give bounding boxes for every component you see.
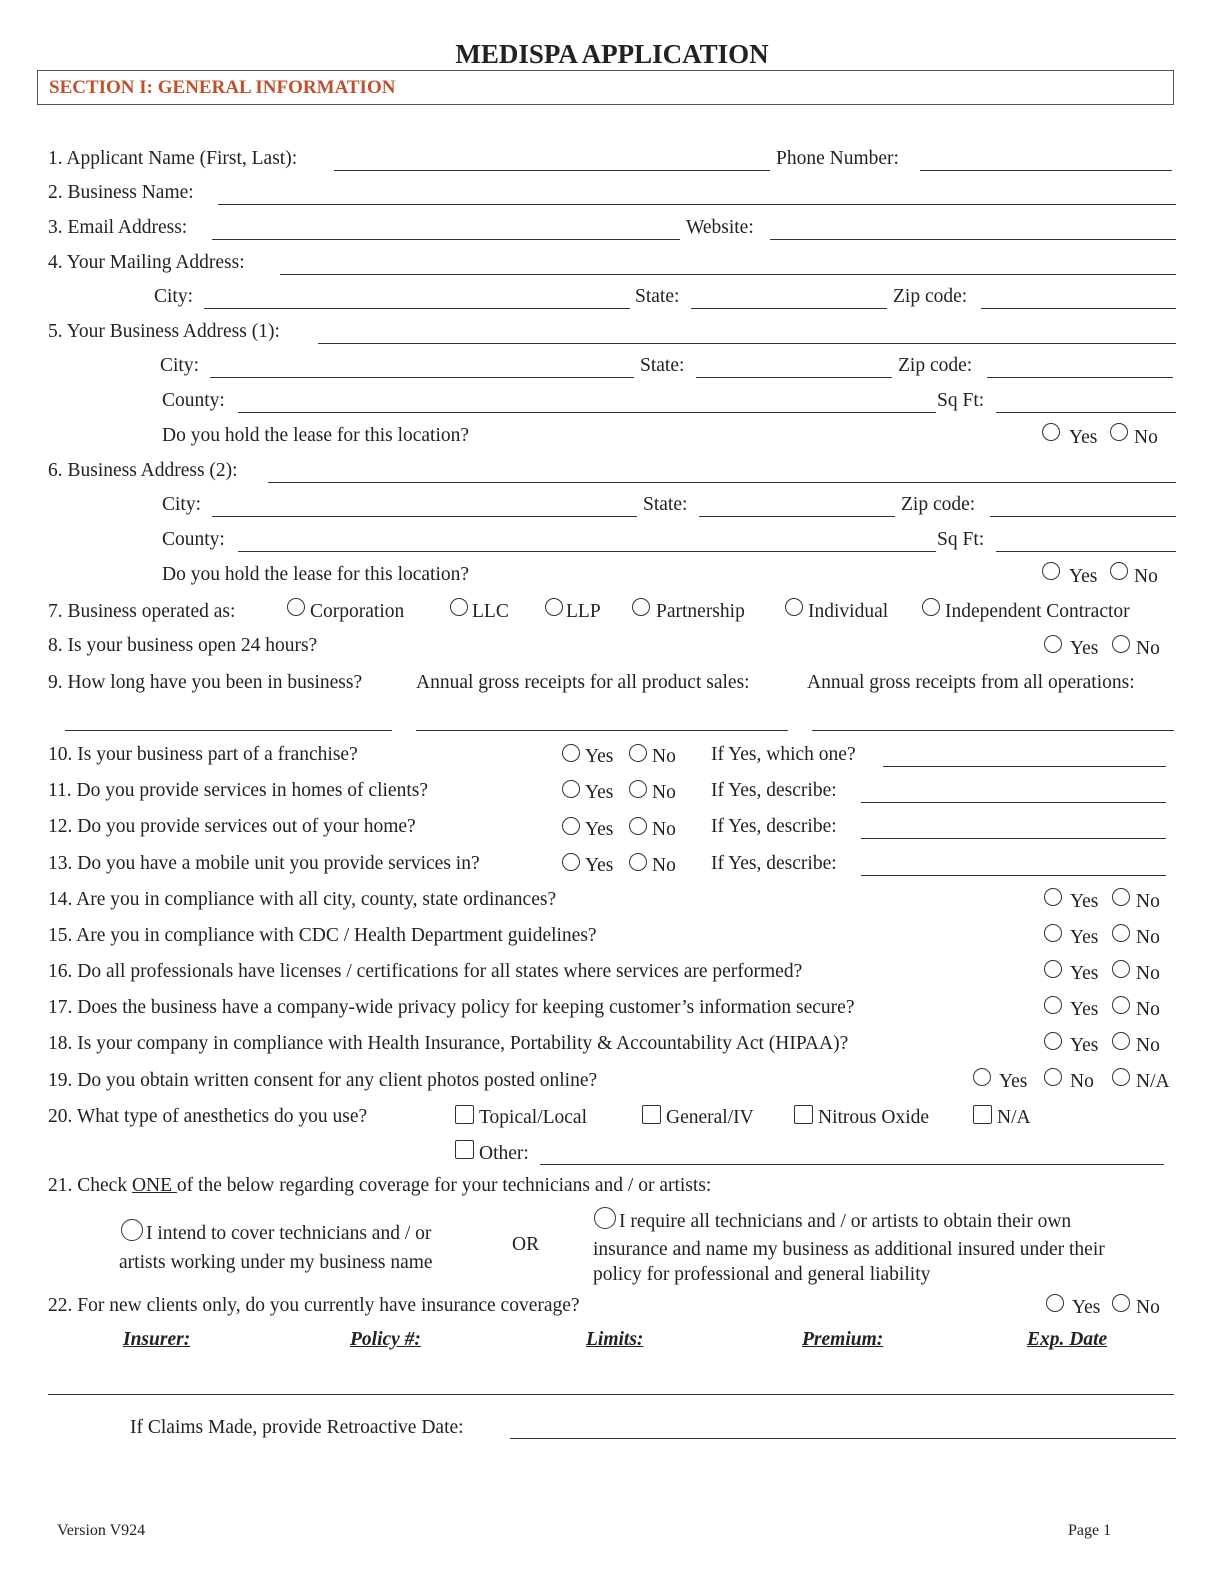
- other-checkbox[interactable]: [455, 1140, 474, 1159]
- q21-label-one: ONE: [131, 1175, 177, 1196]
- phone-label: Phone Number:: [776, 148, 899, 169]
- q4-zip-field[interactable]: [981, 308, 1176, 309]
- q5-no-radio[interactable]: [1110, 423, 1128, 441]
- business-name-field[interactable]: [218, 204, 1176, 205]
- years-in-business-field[interactable]: [65, 730, 392, 731]
- q21-or: OR: [512, 1234, 540, 1255]
- q19-label: 19. Do you obtain written consent for any client photos posted online?: [48, 1070, 598, 1091]
- q8-no-label: No: [1136, 638, 1160, 659]
- q13-follow-label: If Yes, describe:: [711, 853, 837, 874]
- q21-opt1-line1: I intend to cover technicians and / or: [146, 1223, 432, 1244]
- q21-opt2-line2: insurance and name my business as additional insured under their: [593, 1239, 1105, 1260]
- other-label: Other:: [479, 1143, 529, 1164]
- na-checkbox[interactable]: [973, 1105, 992, 1124]
- q15-no-label: No: [1136, 927, 1160, 948]
- q5-county-label: County:: [162, 390, 225, 411]
- llc-label: LLC: [472, 601, 509, 622]
- require-insurance-radio[interactable]: [594, 1207, 616, 1229]
- q15-no-radio[interactable]: [1112, 924, 1130, 942]
- q12-yes-radio[interactable]: [562, 817, 580, 835]
- q14-no-radio[interactable]: [1112, 888, 1130, 906]
- corporation-radio[interactable]: [287, 598, 305, 616]
- q5-city-field[interactable]: [210, 377, 634, 378]
- q22-yes-radio[interactable]: [1046, 1294, 1064, 1312]
- q4-state-field[interactable]: [691, 308, 887, 309]
- q1-label: 1. Applicant Name (First, Last):: [48, 148, 298, 169]
- q19-na-radio[interactable]: [1112, 1068, 1130, 1086]
- q6-yes-radio[interactable]: [1042, 562, 1060, 580]
- q19-no-radio[interactable]: [1044, 1068, 1062, 1086]
- q10-yes-label: Yes: [585, 746, 614, 767]
- nitrous-label: Nitrous Oxide: [818, 1107, 930, 1128]
- page-number: Page 1: [1068, 1522, 1112, 1539]
- other-field[interactable]: [540, 1164, 1164, 1165]
- q17-no-radio[interactable]: [1112, 996, 1130, 1014]
- individual-radio[interactable]: [785, 598, 803, 616]
- q8-label: 8. Is your business open 24 hours?: [48, 635, 318, 656]
- q11-yes-radio[interactable]: [562, 780, 580, 798]
- q19-no-label: No: [1070, 1071, 1094, 1092]
- q16-no-radio[interactable]: [1112, 960, 1130, 978]
- q10-no-radio[interactable]: [629, 744, 647, 762]
- q6-sqft-field[interactable]: [996, 551, 1176, 552]
- q21-label: [48, 1175, 711, 1197]
- form-title: MEDISPA APPLICATION: [455, 39, 769, 69]
- applicant-name-field[interactable]: [334, 170, 770, 171]
- q6-no-radio[interactable]: [1110, 562, 1128, 580]
- q6-city-label: City:: [162, 494, 202, 515]
- cover-technicians-radio[interactable]: [121, 1219, 143, 1241]
- q15-label: 15. Are you in compliance with CDC / Health Department guidelines?: [48, 925, 597, 946]
- homes-describe-field[interactable]: [861, 802, 1166, 803]
- q22-yes-label: Yes: [1072, 1297, 1101, 1318]
- llp-radio[interactable]: [545, 598, 563, 616]
- partnership-radio[interactable]: [632, 598, 650, 616]
- q16-label: 16. Do all professionals have licenses / certifications for all states where services are performed?: [48, 961, 803, 982]
- independent-contractor-label: Independent Contractor: [945, 601, 1130, 622]
- q5-county-field[interactable]: [238, 412, 936, 413]
- q6-city-field[interactable]: [212, 516, 637, 517]
- policy-header: Policy #:: [350, 1329, 421, 1350]
- q22-no-radio[interactable]: [1112, 1294, 1130, 1312]
- q4-label: 4. Your Mailing Address:: [48, 252, 245, 273]
- topical-checkbox[interactable]: [455, 1105, 474, 1124]
- corporation-label: Corporation: [310, 601, 405, 622]
- q5-yes-radio[interactable]: [1042, 423, 1060, 441]
- individual-label: Individual: [808, 601, 889, 622]
- q4-zip-label: Zip code:: [893, 286, 968, 307]
- product-sales-field[interactable]: [416, 730, 788, 731]
- q10-yes-radio[interactable]: [562, 744, 580, 762]
- q6-zip-field[interactable]: [990, 516, 1176, 517]
- q8-yes-radio[interactable]: [1044, 635, 1062, 653]
- q5-label: 5. Your Business Address (1):: [48, 321, 280, 342]
- q5-city-label: City:: [160, 355, 200, 376]
- q4-city-label: City:: [154, 286, 194, 307]
- q18-no-label: No: [1136, 1035, 1160, 1056]
- q14-yes-radio[interactable]: [1044, 888, 1062, 906]
- q17-label: 17. Does the business have a company-wide privacy policy for keeping customer’s information secure?: [48, 997, 855, 1018]
- q9-ops-label: Annual gross receipts from all operations:: [807, 672, 1135, 693]
- q12-follow-label: If Yes, describe:: [711, 816, 837, 837]
- q5-no-label: No: [1134, 427, 1158, 448]
- q17-yes-label: Yes: [1070, 999, 1099, 1020]
- q22-label: 22. For new clients only, do you currently have insurance coverage?: [48, 1295, 580, 1316]
- phone-field[interactable]: [920, 170, 1172, 171]
- q14-no-label: No: [1136, 891, 1160, 912]
- q14-yes-label: Yes: [1070, 891, 1099, 912]
- insurer-header: Insurer:: [123, 1329, 191, 1350]
- q15-yes-label: Yes: [1070, 927, 1099, 948]
- q11-no-label: No: [652, 782, 676, 803]
- llc-radio[interactable]: [450, 598, 468, 616]
- exp-date-header: Exp. Date: [1027, 1329, 1108, 1350]
- q16-yes-radio[interactable]: [1044, 960, 1062, 978]
- home-describe-field[interactable]: [861, 838, 1166, 839]
- q6-state-label: State:: [643, 494, 688, 515]
- q6-yes-label: Yes: [1069, 566, 1098, 587]
- q12-no-radio[interactable]: [629, 817, 647, 835]
- q18-yes-radio[interactable]: [1044, 1032, 1062, 1050]
- email-field[interactable]: [212, 239, 680, 240]
- section-header: [37, 70, 1174, 105]
- q13-no-radio[interactable]: [629, 853, 647, 871]
- q9-label: 9. How long have you been in business?: [48, 672, 363, 693]
- q10-no-label: No: [652, 746, 676, 767]
- q22-no-label: No: [1136, 1297, 1160, 1318]
- q8-yes-label: Yes: [1070, 638, 1099, 659]
- q6-sqft-label: Sq Ft:: [937, 529, 985, 550]
- partnership-label: Partnership: [656, 601, 745, 622]
- nitrous-checkbox[interactable]: [794, 1105, 813, 1124]
- q5-sqft-field[interactable]: [996, 412, 1176, 413]
- q6-label: 6. Business Address (2):: [48, 460, 238, 481]
- q10-label: 10. Is your business part of a franchise?: [48, 744, 358, 765]
- q4-city-field[interactable]: [204, 308, 630, 309]
- retroactive-date-field[interactable]: [510, 1438, 1176, 1439]
- q16-no-label: No: [1136, 963, 1160, 984]
- insurance-row-line[interactable]: [48, 1394, 1174, 1395]
- q10-follow-label: If Yes, which one?: [711, 744, 856, 765]
- q19-na-label: N/A: [1136, 1071, 1170, 1092]
- business-address-1-field[interactable]: [318, 343, 1176, 344]
- general-iv-label: General/IV: [666, 1107, 754, 1128]
- q6-lease-label: Do you hold the lease for this location?: [162, 564, 470, 585]
- q21-opt2-line1: I require all technicians and / or artists to obtain their own: [619, 1211, 1072, 1232]
- topical-label: Topical/Local: [479, 1107, 588, 1128]
- q3-label: 3. Email Address:: [48, 217, 188, 238]
- q2-label: 2. Business Name:: [48, 182, 194, 203]
- limits-header: Limits:: [586, 1329, 644, 1350]
- q11-no-radio[interactable]: [629, 780, 647, 798]
- q19-yes-label: Yes: [999, 1071, 1028, 1092]
- q14-label: 14. Are you in compliance with all city, county, state ordinances?: [48, 889, 557, 910]
- website-field[interactable]: [770, 239, 1176, 240]
- independent-contractor-radio[interactable]: [922, 598, 940, 616]
- q5-sqft-label: Sq Ft:: [937, 390, 985, 411]
- q12-label: 12. Do you provide services out of your home?: [48, 816, 416, 837]
- q9-sales-label: Annual gross receipts for all product sales:: [416, 672, 750, 693]
- q16-yes-label: Yes: [1070, 963, 1099, 984]
- q6-county-field[interactable]: [238, 551, 936, 552]
- q5-yes-label: Yes: [1069, 427, 1098, 448]
- q5-zip-field[interactable]: [987, 377, 1173, 378]
- q4-state-label: State:: [635, 286, 680, 307]
- q5-state-label: State:: [640, 355, 685, 376]
- q13-yes-label: Yes: [585, 855, 614, 876]
- q13-label: 13. Do you have a mobile unit you provide services in?: [48, 853, 480, 874]
- q18-yes-label: Yes: [1070, 1035, 1099, 1056]
- q5-lease-label: Do you hold the lease for this location?: [162, 425, 470, 446]
- q6-no-label: No: [1134, 566, 1158, 587]
- q18-label: 18. Is your company in compliance with Health Insurance, Portability & Accountability Act (HIPAA)?: [48, 1033, 849, 1054]
- q8-no-radio[interactable]: [1112, 635, 1130, 653]
- q6-zip-label: Zip code:: [901, 494, 976, 515]
- q6-state-field[interactable]: [699, 516, 895, 517]
- mailing-address-field[interactable]: [280, 274, 1176, 275]
- business-address-2-field[interactable]: [268, 482, 1176, 483]
- premium-header: Premium:: [802, 1329, 884, 1350]
- section-title: SECTION I: GENERAL INFORMATION: [49, 77, 396, 98]
- q15-yes-radio[interactable]: [1044, 924, 1062, 942]
- version-label: Version V924: [57, 1522, 146, 1539]
- q13-no-label: No: [652, 855, 676, 876]
- q17-yes-radio[interactable]: [1044, 996, 1062, 1014]
- q17-no-label: No: [1136, 999, 1160, 1020]
- general-iv-checkbox[interactable]: [642, 1105, 661, 1124]
- q12-yes-label: Yes: [585, 819, 614, 840]
- operations-receipts-field[interactable]: [812, 730, 1174, 731]
- mobile-describe-field[interactable]: [861, 875, 1166, 876]
- q11-label: 11. Do you provide services in homes of clients?: [48, 780, 428, 801]
- franchise-field[interactable]: [883, 766, 1166, 767]
- q18-no-radio[interactable]: [1112, 1032, 1130, 1050]
- q11-follow-label: If Yes, describe:: [711, 780, 837, 801]
- q11-yes-label: Yes: [585, 782, 614, 803]
- q7-label: 7. Business operated as:: [48, 601, 236, 622]
- q5-state-field[interactable]: [696, 377, 892, 378]
- q21-opt2-line3: policy for professional and general liability: [593, 1264, 931, 1285]
- llp-label: LLP: [566, 601, 601, 622]
- q20-label: 20. What type of anesthetics do you use?: [48, 1106, 368, 1127]
- q12-no-label: No: [652, 819, 676, 840]
- retro-label: If Claims Made, provide Retroactive Date:: [130, 1417, 464, 1438]
- q5-zip-label: Zip code:: [898, 355, 973, 376]
- q21-opt1-line2: artists working under my business name: [119, 1252, 433, 1273]
- q21-label-post: of the below regarding coverage for your technicians and / or artists:: [176, 1175, 712, 1196]
- q13-yes-radio[interactable]: [562, 853, 580, 871]
- q19-yes-radio[interactable]: [973, 1068, 991, 1086]
- q6-county-label: County:: [162, 529, 225, 550]
- na-label: N/A: [997, 1107, 1031, 1128]
- q21-label-pre: 21. Check: [48, 1175, 132, 1196]
- website-label: Website:: [686, 217, 754, 238]
